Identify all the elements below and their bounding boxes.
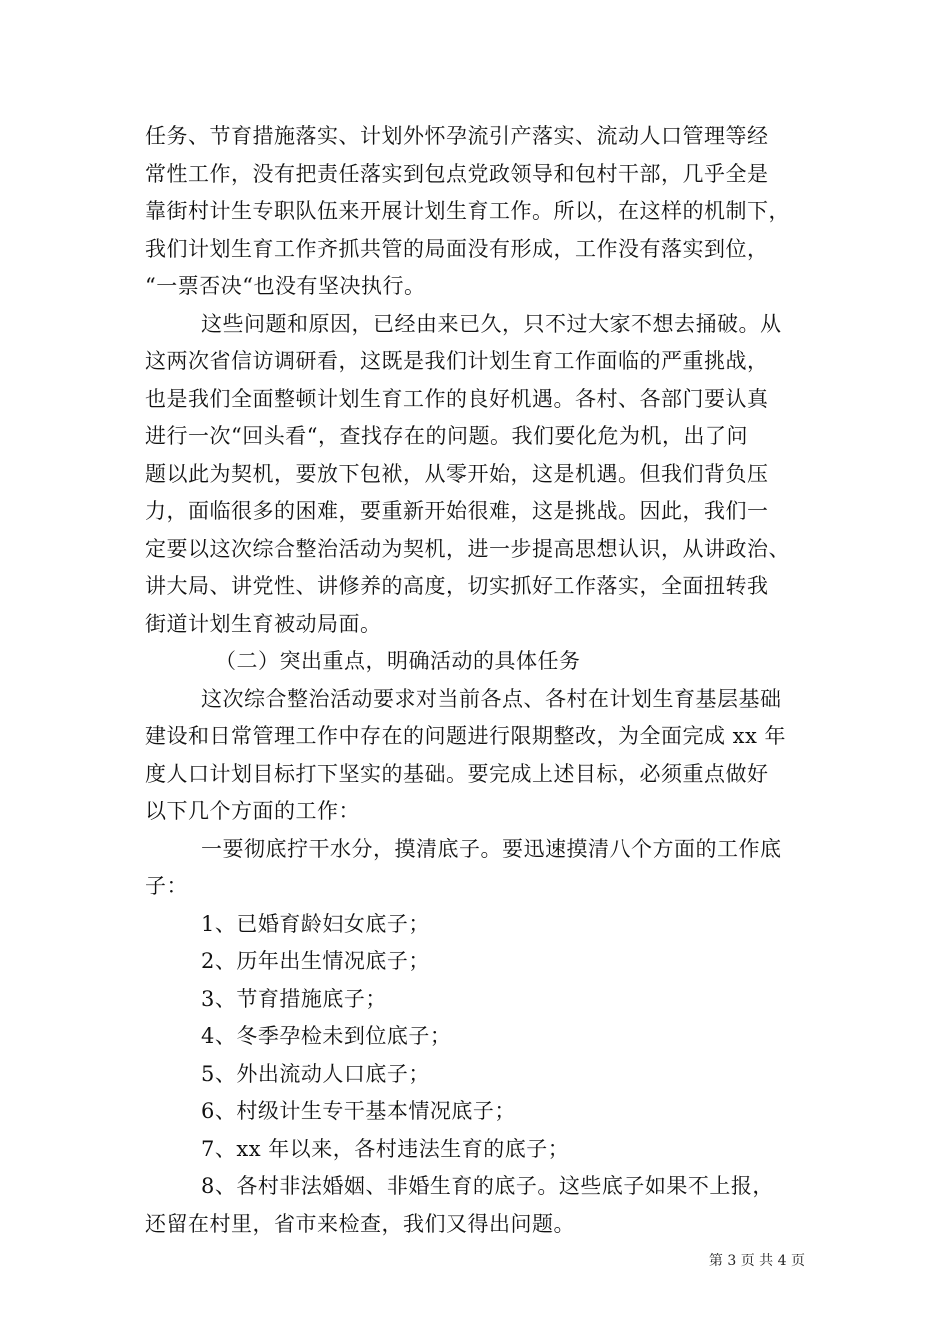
text-line: 一要彻底拧干水分，摸清底子。要迅速摸清八个方面的工作底: [201, 836, 782, 861]
text-line: 2、历年出生情况底子；: [201, 949, 430, 973]
text-line: 任务、节育措施落实、计划外怀孕流引产落实、流动人口管理等经: [145, 124, 769, 148]
text-line: 定要以这次综合整治活动为契机，进一步提高思想认识，从讲政治、: [145, 536, 790, 561]
text-line: 1、已婚育龄妇女底子；: [201, 911, 430, 936]
text-line: 题以此为契机，要放下包袱，从零开始，这是机遇。但我们背负压: [145, 461, 769, 486]
text-line: 我们计划生育工作齐抓共管的局面没有形成，工作没有落实到位，: [145, 236, 769, 261]
page-number: 第 3 页 共 4 页: [708, 1253, 805, 1269]
text-line: 这两次省信访调研看，这既是我们计划生育工作面临的严重挑战，: [145, 349, 769, 373]
text-line: 街道计划生育被动局面。: [145, 611, 382, 636]
text-line: 4、冬季孕检未到位底子；: [201, 1024, 452, 1048]
text-line: 这次综合整治活动要求对当前各点、各村在计划生育基层基础: [201, 686, 782, 711]
text-line: 进行一次“回头看“，查找存在的问题。我们要化危为机，出了问: [145, 424, 748, 448]
text-line: 以下几个方面的工作：: [145, 799, 360, 823]
document-body: [145, 118, 815, 1243]
text-line: 3、节育措施底子；: [201, 986, 387, 1011]
text-line: 讲大局、讲党性、讲修养的高度，切实抓好工作落实，全面扭转我: [145, 574, 769, 598]
text-line: 7、xx 年以来，各村违法生育的底子；: [201, 1136, 570, 1161]
text-line: 6、村级计生专干基本情况底子；: [201, 1099, 516, 1123]
text-line: 建设和日常管理工作中存在的问题进行限期整改，为全面完成 xx 年: [145, 724, 787, 748]
text-line: 靠街村计生专职队伍来开展计划生育工作。所以，在这样的机制下，: [145, 199, 790, 223]
text-line: 这些问题和原因，已经由来已久，只不过大家不想去捅破。从: [201, 311, 782, 336]
text-line: 子：: [145, 874, 188, 898]
text-line: 还留在村里，省市来检查，我们又得出问题。: [145, 1211, 575, 1236]
text-line: 8、各村非法婚姻、非婚生育的底子。这些底子如果不上报，: [201, 1174, 774, 1198]
text-line: 力，面临很多的困难，要重新开始很难，这是挑战。因此，我们一: [145, 499, 769, 523]
text-line: 5、外出流动人口底子；: [201, 1061, 430, 1086]
text-line: （二）突出重点，明确活动的具体任务: [215, 649, 581, 673]
text-line: 度人口计划目标打下坚实的基础。要完成上述目标，必须重点做好: [145, 761, 769, 786]
text-line: 常性工作，没有把责任落实到包点党政领导和包村干部，几乎全是: [145, 161, 769, 186]
text-line: “一票否决“也没有坚决执行。: [145, 274, 426, 298]
text-line: 也是我们全面整顿计划生育工作的良好机遇。各村、各部门要认真: [145, 386, 769, 411]
